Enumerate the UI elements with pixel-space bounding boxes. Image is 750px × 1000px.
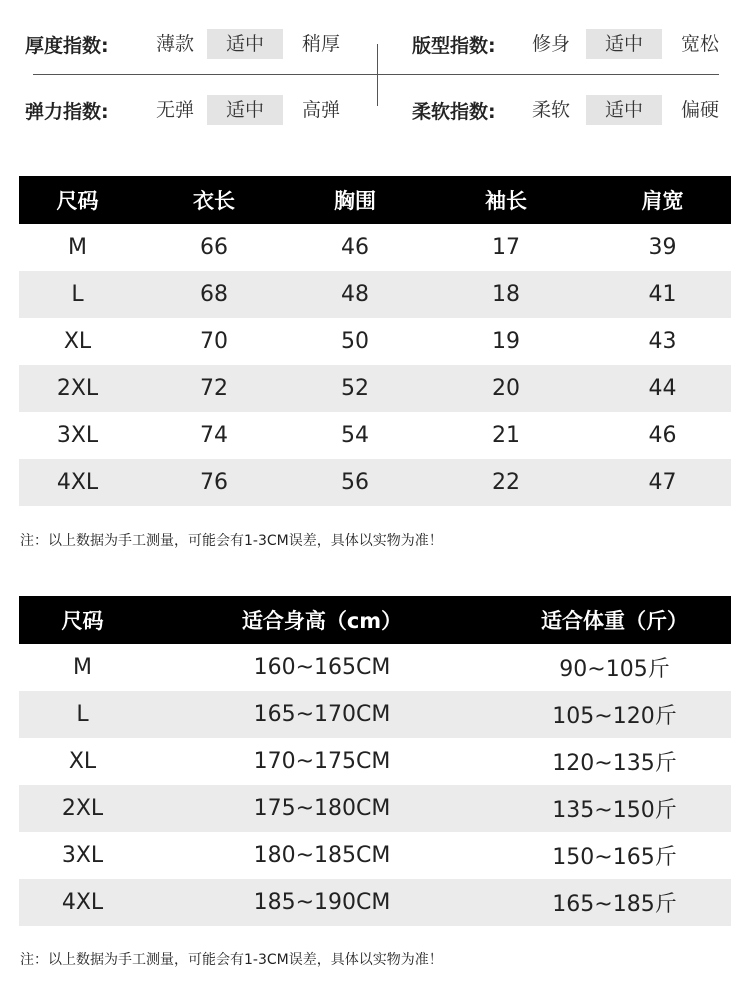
cell-value: 90~105斤: [559, 657, 670, 682]
table-row: [19, 365, 731, 412]
header-chest: 胸围: [292, 176, 418, 224]
index-label: 弹力指数:: [25, 100, 109, 123]
cell-size: XL: [63, 329, 92, 354]
cell-size: 4XL: [19, 459, 136, 506]
cell-value: 20: [418, 365, 594, 412]
index-option: 偏硬: [680, 99, 719, 121]
size-measurement-table: [19, 176, 731, 506]
cell-value: 18: [418, 271, 594, 318]
cell-size: 3XL: [61, 843, 104, 868]
index-label: 厚度指数:: [25, 34, 109, 57]
cell-value: 180~185CM: [253, 843, 391, 868]
measurement-note: 注：以上数据为手工测量，可能会有1-3CM误差，具体以实物为准！: [20, 952, 443, 968]
table-header-row: [19, 596, 731, 644]
cell-value: 46: [341, 235, 369, 260]
index-option-selected: 适中: [207, 29, 283, 59]
cell-size: 2XL: [19, 785, 146, 832]
table-row: [19, 459, 731, 506]
cell-value: 22: [418, 459, 594, 506]
cell-value: 165~185斤: [498, 879, 731, 926]
header-shoulder: 肩宽: [594, 176, 731, 224]
cell-value: 76: [136, 459, 292, 506]
cell-value: 175~180CM: [146, 785, 498, 832]
softness-index: [412, 95, 724, 125]
index-option: 柔软: [531, 99, 570, 121]
cell-value: 135~150斤: [498, 785, 731, 832]
cell-value: 39: [648, 235, 677, 260]
cell-value: 43: [648, 329, 677, 354]
header-weight: 适合体重（斤）: [498, 596, 731, 644]
table-row: [19, 785, 731, 832]
header-size: 尺码: [19, 596, 146, 644]
cell-value: 46: [648, 423, 677, 448]
cell-value: 70: [200, 329, 228, 354]
cell-size: XL: [68, 749, 97, 774]
cell-value: 160~165CM: [253, 655, 391, 680]
cell-size: L: [19, 691, 146, 738]
fit-index: [412, 29, 724, 59]
cell-value: 68: [136, 271, 292, 318]
cell-value: 150~165斤: [552, 845, 677, 870]
cell-size: 3XL: [56, 423, 99, 448]
cell-value: 44: [594, 365, 731, 412]
table-row: [19, 691, 731, 738]
index-option-selected: 适中: [207, 95, 283, 125]
cell-value: 170~175CM: [253, 749, 391, 774]
table-row: [19, 224, 731, 271]
header-length: 衣长: [136, 176, 292, 224]
table-row: [19, 644, 731, 691]
cell-value: 21: [492, 423, 520, 448]
table-row: [19, 879, 731, 926]
table-row: [19, 318, 731, 365]
cell-value: 165~170CM: [146, 691, 498, 738]
index-option: 薄款: [155, 33, 194, 55]
index-option: 高弹: [301, 99, 340, 121]
index-option-selected: 适中: [586, 29, 662, 59]
cell-value: 54: [341, 423, 369, 448]
cell-value: 17: [492, 235, 520, 260]
thickness-index: [25, 29, 345, 59]
cell-value: 66: [200, 235, 228, 260]
cell-value: 48: [292, 271, 418, 318]
index-option: 修身: [531, 33, 570, 55]
cell-size: M: [68, 235, 87, 260]
index-option: 稍厚: [301, 33, 340, 55]
header-height: 适合身高（cm）: [146, 596, 498, 644]
cell-value: 74: [200, 423, 228, 448]
measurement-note: 注：以上数据为手工测量，可能会有1-3CM误差，具体以实物为准！: [20, 533, 443, 549]
header-size: 尺码: [19, 176, 136, 224]
cell-value: 120~135斤: [552, 751, 677, 776]
cell-value: 105~120斤: [498, 691, 731, 738]
table-header-row: [19, 176, 731, 224]
cell-value: 52: [292, 365, 418, 412]
vertical-divider: [377, 44, 378, 106]
index-option-selected: 适中: [586, 95, 662, 125]
cell-size: L: [19, 271, 136, 318]
cell-value: 19: [492, 329, 520, 354]
horizontal-divider: [33, 74, 719, 75]
cell-value: 41: [594, 271, 731, 318]
cell-value: 56: [292, 459, 418, 506]
cell-size: 4XL: [19, 879, 146, 926]
cell-size: M: [73, 655, 92, 680]
elasticity-index: [25, 95, 345, 125]
header-sleeve: 袖长: [418, 176, 594, 224]
cell-value: 72: [136, 365, 292, 412]
table-row: [19, 271, 731, 318]
size-recommendation-table: [19, 596, 731, 926]
cell-size: 2XL: [19, 365, 136, 412]
index-option: 宽松: [680, 33, 719, 55]
index-label: 柔软指数:: [412, 100, 496, 123]
cell-value: 50: [341, 329, 369, 354]
table-row: [19, 412, 731, 459]
cell-value: 185~190CM: [146, 879, 498, 926]
table-row: [19, 738, 731, 785]
table-row: [19, 832, 731, 879]
index-option: 无弹: [155, 99, 194, 121]
cell-value: 47: [594, 459, 731, 506]
index-label: 版型指数:: [412, 34, 496, 57]
